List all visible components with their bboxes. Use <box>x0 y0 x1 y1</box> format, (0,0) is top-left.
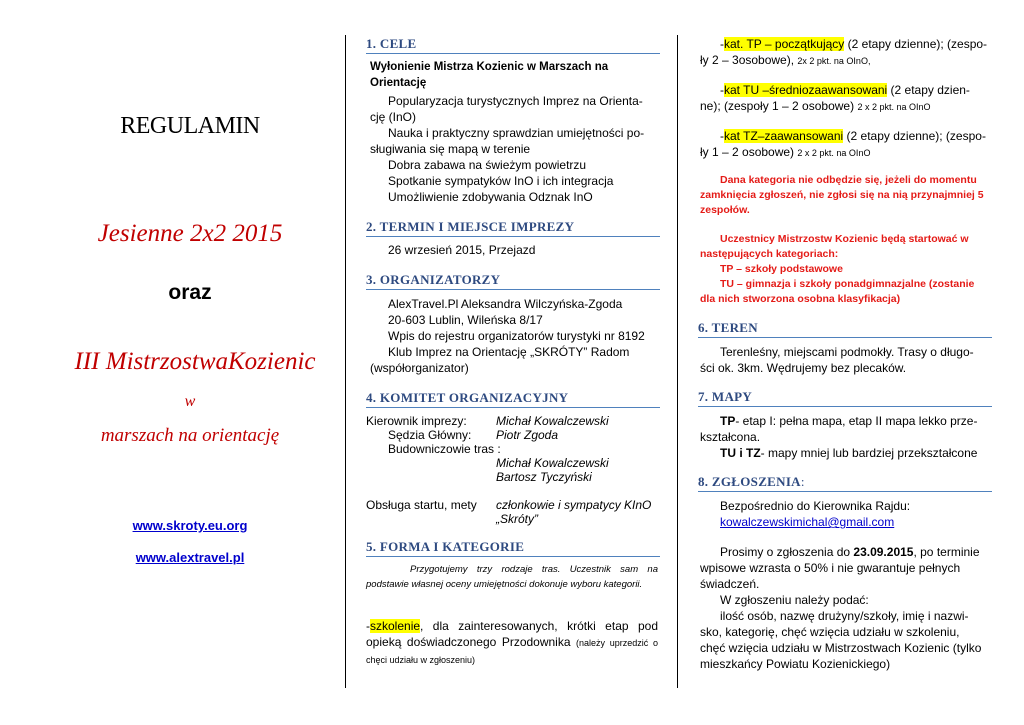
deadline-line <box>720 544 980 560</box>
cat-tp-team: ły 2 – 3osobowe), <box>700 53 795 67</box>
skroty-link[interactable]: www.skroty.eu.org <box>132 518 248 533</box>
section-heading-cele: 1. CELE <box>366 36 660 54</box>
goal-2b: sługiwania się mapą w terenie <box>370 142 531 156</box>
organizer-line-1: AlexTravel.Pl Aleksandra Wilczyńska-Zgoda <box>388 297 623 311</box>
committee-value-3a: Michał Kowalczewski <box>496 456 609 470</box>
registration-line-1: Bezpośrednio do Kierownika Rajdu: <box>720 499 911 513</box>
registration-email-link[interactable]: kowalczewskimichal@gmail.com <box>720 515 895 529</box>
cat-tu-stages: (2 etapy dzien- <box>890 83 970 97</box>
committee-value-4b: „Skróty” <box>496 512 538 526</box>
cat-tp-label: kat. TP – początkujący <box>724 37 845 51</box>
training-note: (należy uprzedzić o chęci udziału w zgłoszeniu) <box>366 638 658 665</box>
maps-tp-line-2: kształcona. <box>700 430 761 444</box>
organizer-line-3: Wpis do rejestru organizatorów turystyki nr 8192 <box>388 329 645 343</box>
terrain-line-1: Terenleśny, miejscami podmokły. Trasy o długo- <box>720 345 974 359</box>
committee-value-4a: członkowie i sympatycy KInO <box>496 498 652 512</box>
committee-value-3b: Bartosz Tyczyński <box>496 470 592 484</box>
discipline-subtitle: marszach na orientację <box>100 425 280 446</box>
championship-line-1: Uczestnicy Mistrzostw Kozienic będą startować w <box>720 233 969 245</box>
committee-value-1: Michał Kowalczewski <box>496 414 609 428</box>
cat-tp-points: 2x 2 pkt. na OInO, <box>797 56 871 66</box>
cat-tz-label: kat TZ–zaawansowani <box>724 129 844 143</box>
maps-tp-desc: - etap I: pełna mapa, etap II mapa lekko prze- <box>735 414 978 428</box>
and-word: oraz <box>168 281 212 304</box>
committee-label-4: Obsługa startu, mety <box>366 498 477 512</box>
warning-line-3: zespołów. <box>700 204 750 216</box>
cat-tu-team: ne); (zespoły 1 – 2 osobowe) <box>700 99 855 113</box>
cat-tz-line-2 <box>700 144 870 161</box>
organizer-line-5: (współorganizator) <box>370 361 469 375</box>
required-info-line: W zgłoszeniu należy podać: <box>720 593 869 607</box>
section-heading-zgloszenia <box>698 474 992 492</box>
document-title: REGULAMIN <box>120 113 260 139</box>
cat-tp-line-1 <box>720 36 987 52</box>
championship-title: III MistrzostwaKozienic <box>74 348 316 375</box>
maps-tutz-label: TU i TZ <box>720 446 761 460</box>
section-heading-organizatorzy: 3. ORGANIZATORZY <box>366 272 660 290</box>
fee-line-1: wpisowe wzrasta o 50% i nie gwarantuje pełnych <box>700 561 961 575</box>
event-title: Jesienne 2x2 2015 <box>97 220 283 247</box>
section-heading-komitet: 4. KOMITET ORGANIZACYJNY <box>366 390 660 408</box>
training-paragraph <box>366 618 658 668</box>
deadline-date: 23.09.2015 <box>853 545 914 559</box>
event-date-place: 26 wrzesień 2015, Przejazd <box>388 243 536 257</box>
section-heading-mapy: 7. MAPY <box>698 389 992 407</box>
registration-heading-colon: : <box>800 474 805 489</box>
required-info-1: ilość osób, nazwę drużyny/szkoły, imię i nazwi- <box>720 609 969 623</box>
categories-intro: Przygotujemy trzy rodzaje tras. Uczestnik sam na podstawie własnej oceny umiejętności dokonuje wyboru kategorii. <box>366 564 658 590</box>
section-heading-forma: 5. FORMA I KATEGORIE <box>366 539 660 557</box>
cat-tz-stages: (2 etapy dzienne); (zespo- <box>846 129 986 143</box>
cat-tz-team: ły 1 – 2 osobowe) <box>700 145 795 159</box>
cat-tu-points: 2 x 2 pkt. na OInO <box>857 102 931 112</box>
training-desc: , dla zainteresowanych, krótki etap pod opieką doświadczonego Przodownika <box>366 619 658 649</box>
organizer-line-4: Klub Imprez na Orientację „SKRÓTY” Radom <box>388 345 630 359</box>
cat-tu-line-2 <box>700 98 930 115</box>
alextravel-link[interactable]: www.alextravel.pl <box>135 550 245 565</box>
maps-tutz-desc: - mapy mniej lub bardziej przekształcone <box>760 446 978 460</box>
cat-tz-line-1 <box>720 128 986 144</box>
column-divider-1 <box>345 35 346 688</box>
maps-tp-line <box>720 413 977 429</box>
goal-lead: Wyłonienie Mistrza Kozienic w Marszach na Orientację <box>370 61 609 89</box>
in-word: w <box>184 393 196 410</box>
committee-value-2: Piotr Zgoda <box>496 428 559 442</box>
organizer-line-2: 20-603 Lublin, Wileńska 8/17 <box>388 313 543 327</box>
cat-tu-line-1 <box>720 82 970 98</box>
cat-tu-dash: - <box>720 83 724 97</box>
goal-2a: Nauka i praktyczny sprawdzian umiejętności po- <box>388 126 645 140</box>
column-divider-2 <box>677 35 678 688</box>
goal-5: Umożliwienie zdobywania Odznak InO <box>388 190 593 204</box>
cat-tu-label: kat TU –średniozaawansowani <box>724 83 888 97</box>
section-heading-teren: 6. TEREN <box>698 320 992 338</box>
championship-line-2: następujących kategoriach: <box>700 248 839 260</box>
cat-tz-points: 2 x 2 pkt. na OInO <box>797 148 871 158</box>
committee-label-1: Kierownik imprezy: <box>366 414 467 428</box>
required-info-3: chęć wzięcia udziału w Mistrzostwach Kozienic (tylko <box>700 641 982 655</box>
training-label: szkolenie <box>370 619 421 633</box>
training-dash: - <box>366 619 370 633</box>
section-heading-termin: 2. TERMIN I MIEJSCE IMPREZY <box>366 219 660 237</box>
committee-label-2: Sędzia Główny: <box>388 428 472 442</box>
cat-tp-stages: (2 etapy dzienne); (zespo- <box>847 37 988 51</box>
cat-tp-line-2 <box>700 52 870 69</box>
terrain-line-2: ści ok. 3km. Wędrujemy bez plecaków. <box>700 361 907 375</box>
goal-4: Spotkanie sympatyków InO i ich integracja <box>388 174 614 188</box>
warning-line-2: zamknięcia zgłoszeń, nie zgłosi się na nią przynajmniej 5 <box>700 189 984 201</box>
goal-1a: Popularyzacja turystycznych Imprez na Orienta- <box>388 94 643 108</box>
deadline-text-b: , po terminie <box>913 545 980 559</box>
championship-line-4: TU – gimnazja i szkoły ponadgimnazjalne (zostanie <box>720 278 975 290</box>
deadline-text-a: Prosimy o zgłoszenia do <box>720 545 851 559</box>
committee-label-3: Budowniczowie tras : <box>388 442 501 456</box>
goal-3: Dobra zabawa na świeżym powietrzu <box>388 158 587 172</box>
registration-heading-text: 8. ZGŁOSZENIA <box>698 474 801 489</box>
cat-tz-dash: - <box>720 129 724 143</box>
maps-tutz-line <box>720 445 977 461</box>
championship-line-5: dla nich stworzona osobna klasyfikacja) <box>700 293 901 305</box>
fee-line-2: świadczeń. <box>700 577 760 591</box>
cat-tp-dash: - <box>720 37 724 51</box>
maps-tp-label: TP <box>720 414 736 428</box>
championship-line-3: TP – szkoły podstawowe <box>720 263 843 275</box>
warning-line-1: Dana kategoria nie odbędzie się, jeżeli do momentu <box>720 174 977 186</box>
required-info-2: sko, kategorię, chęć wzięcia udziału w szkoleniu, <box>700 625 960 639</box>
required-info-4: mieszkańcy Powiatu Kozienickiego) <box>700 657 891 671</box>
goal-1b: cję (InO) <box>370 110 417 124</box>
